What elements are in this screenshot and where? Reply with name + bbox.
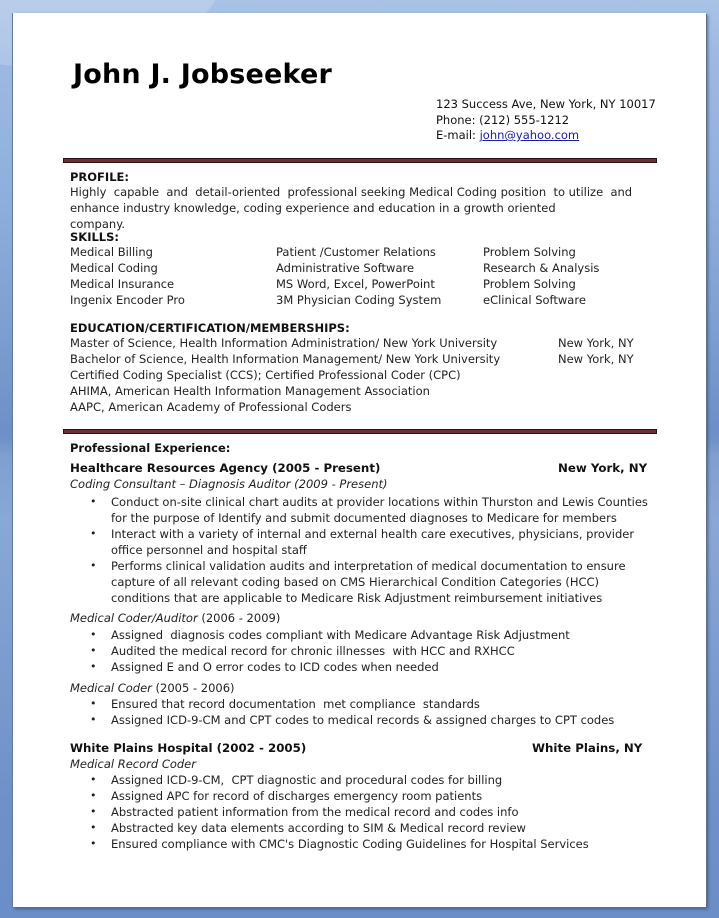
education-item — [70, 384, 650, 398]
contact-block — [436, 97, 656, 144]
bullet-text: Performs clinical validation audits and interpretation of medical documentation to ensure — [111, 559, 626, 573]
role-dates: (2006 - 2009) — [197, 611, 281, 625]
bullet-item — [90, 804, 650, 820]
skills-column-2 — [276, 244, 441, 308]
phone-label: Phone: — [436, 112, 476, 127]
bullet-icon: • — [90, 660, 97, 673]
role-dates: (2005 - 2006) — [151, 681, 235, 695]
skill-item: Research & Analysis — [483, 261, 600, 275]
employer-name: Healthcare Resources Agency (2005 - Present) — [70, 461, 381, 475]
bullet-icon: • — [90, 821, 97, 834]
education-heading: EDUCATION/CERTIFICATION/MEMBERSHIPS: — [70, 321, 350, 335]
skill-item: Patient /Customer Relations — [276, 245, 436, 259]
email-link[interactable]: john@yahoo.com — [479, 128, 580, 142]
bullet-icon: • — [90, 713, 97, 726]
role-bullets — [90, 494, 650, 606]
candidate-name: John J. Jobseeker — [73, 59, 333, 90]
education-location: New York, NY — [558, 352, 634, 366]
skill-item: Medical Coding — [70, 261, 158, 275]
bullet-text: Assigned APC for record of discharges emergency room patients — [111, 789, 483, 803]
education-text: Master of Science, Health Information Administration/ New York University — [70, 336, 498, 350]
bullet-item — [90, 788, 650, 804]
education-text: Bachelor of Science, Health Information Management/ New York University — [70, 352, 501, 366]
phone-line — [436, 113, 656, 129]
skill-item: Medical Billing — [70, 245, 153, 259]
email-line — [436, 128, 656, 144]
role-name: Medical Record Coder — [70, 757, 196, 771]
bullet-item — [90, 643, 650, 659]
bullet-item — [90, 494, 650, 526]
employer-location: New York, NY — [558, 461, 648, 475]
section-divider-top — [63, 158, 657, 163]
email-label: E-mail: — [436, 128, 476, 142]
education-text: Certified Coding Specialist (CCS); Certified Professional Coder (CPC) — [70, 368, 461, 382]
skill-item: eClinical Software — [483, 293, 586, 307]
bullet-item — [90, 836, 650, 852]
bullet-icon: • — [90, 789, 97, 802]
profile-line-2: enhance industry knowledge, coding experience and education in a growth oriented company. — [70, 201, 556, 231]
bullet-text: Interact with a variety of internal and external health care executives, physicians, provider — [111, 527, 635, 541]
bullet-text: conditions that are applicable to Medicare Risk Adjustment reimbursement initiatives — [111, 591, 603, 605]
skill-item: Problem Solving — [483, 277, 576, 291]
education-location: New York, NY — [558, 336, 634, 350]
education-text: AHIMA, American Health Information Management Association — [70, 384, 430, 398]
bullet-icon: • — [90, 644, 97, 657]
employer-name: White Plains Hospital (2002 - 2005) — [70, 741, 307, 755]
bullet-icon: • — [90, 805, 97, 818]
education-text: AAPC, American Academy of Professional Coders — [70, 400, 352, 414]
bullet-icon: • — [90, 527, 97, 540]
profile-text — [70, 184, 633, 232]
education-item — [70, 400, 650, 414]
role-title — [70, 477, 388, 491]
bullet-text: Assigned ICD-9-CM, CPT diagnostic and procedural codes for billing — [111, 773, 503, 787]
profile-heading: PROFILE: — [70, 170, 129, 184]
skill-item: Medical Insurance — [70, 277, 175, 291]
bullet-text: Assigned E and O error codes to ICD codes when needed — [111, 660, 439, 674]
bullet-text: Conduct on-site clinical chart audits at provider locations within Thurston and Lewis Counties — [111, 495, 648, 509]
address: 123 Success Ave, New York, NY 10017 — [436, 97, 656, 111]
employer-location: White Plains, NY — [532, 741, 643, 755]
bullet-text: Assigned diagnosis codes compliant with Medicare Advantage Risk Adjustment — [111, 628, 570, 642]
bullet-text: Abstracted key data elements according to SIM & Medical record review — [111, 821, 526, 835]
role-bullets — [90, 627, 650, 675]
skill-item: Administrative Software — [276, 261, 415, 275]
bullet-text: office personnel and hospital staff — [111, 543, 307, 557]
bullet-icon: • — [90, 837, 97, 850]
bullet-text: capture of all relevant coding based on CMS Hierarchical Condition Categories (HCC) — [111, 575, 600, 589]
bullet-text: Audited the medical record for chronic illnesses with HCC and RXHCC — [111, 644, 515, 658]
bullet-text: Abstracted patient information from the medical record and codes info — [111, 805, 519, 819]
role-title — [70, 611, 280, 625]
skills-column-1 — [70, 244, 185, 308]
bullet-icon: • — [90, 495, 97, 508]
bullet-item — [90, 712, 650, 728]
bullet-icon: • — [90, 773, 97, 786]
bullet-item — [90, 659, 650, 675]
skills-heading: SKILLS: — [70, 230, 120, 244]
role-name: Coding Consultant – Diagnosis Auditor (2009 - Present) — [70, 477, 388, 491]
role-title — [70, 757, 196, 771]
role-name: Medical Coder — [70, 681, 152, 695]
skills-column-3 — [483, 244, 599, 308]
bullet-item — [90, 696, 650, 712]
bullet-icon: • — [90, 559, 97, 572]
section-divider-experience — [63, 429, 657, 434]
bullet-item — [90, 772, 650, 788]
bullet-item — [90, 627, 650, 643]
profile-line-1: Highly capable and detail-oriented professional seeking Medical Coding position to utilize and — [70, 185, 633, 199]
bullet-text: Assigned ICD-9-CM and CPT codes to medical records & assigned charges to CPT codes — [111, 713, 615, 727]
skill-item: Ingenix Encoder Pro — [70, 293, 185, 307]
role-bullets — [90, 696, 650, 728]
skill-item: MS Word, Excel, PowerPoint — [276, 277, 435, 291]
bullet-icon: • — [90, 697, 97, 710]
bullet-item — [90, 558, 650, 606]
role-title — [70, 681, 235, 695]
bullet-text: for the purpose of Identify and submit documented diagnoses to Medicare for members — [111, 511, 617, 525]
education-item — [70, 368, 650, 382]
bullet-item — [90, 820, 650, 836]
education-item — [70, 352, 650, 366]
education-item — [70, 336, 650, 350]
bullet-text: Ensured that record documentation met compliance standards — [111, 697, 480, 711]
role-bullets — [90, 772, 650, 852]
bullet-icon: • — [90, 628, 97, 641]
experience-heading: Professional Experience: — [70, 441, 231, 455]
bullet-text: Ensured compliance with CMC's Diagnostic Coding Guidelines for Hospital Services — [111, 837, 589, 851]
skill-item: 3M Physician Coding System — [276, 293, 442, 307]
phone-number: (212) 555-1212 — [479, 112, 570, 127]
bullet-item — [90, 526, 650, 558]
document-page — [13, 13, 706, 907]
role-name: Medical Coder/Auditor — [70, 611, 198, 625]
skill-item: Problem Solving — [483, 245, 576, 259]
